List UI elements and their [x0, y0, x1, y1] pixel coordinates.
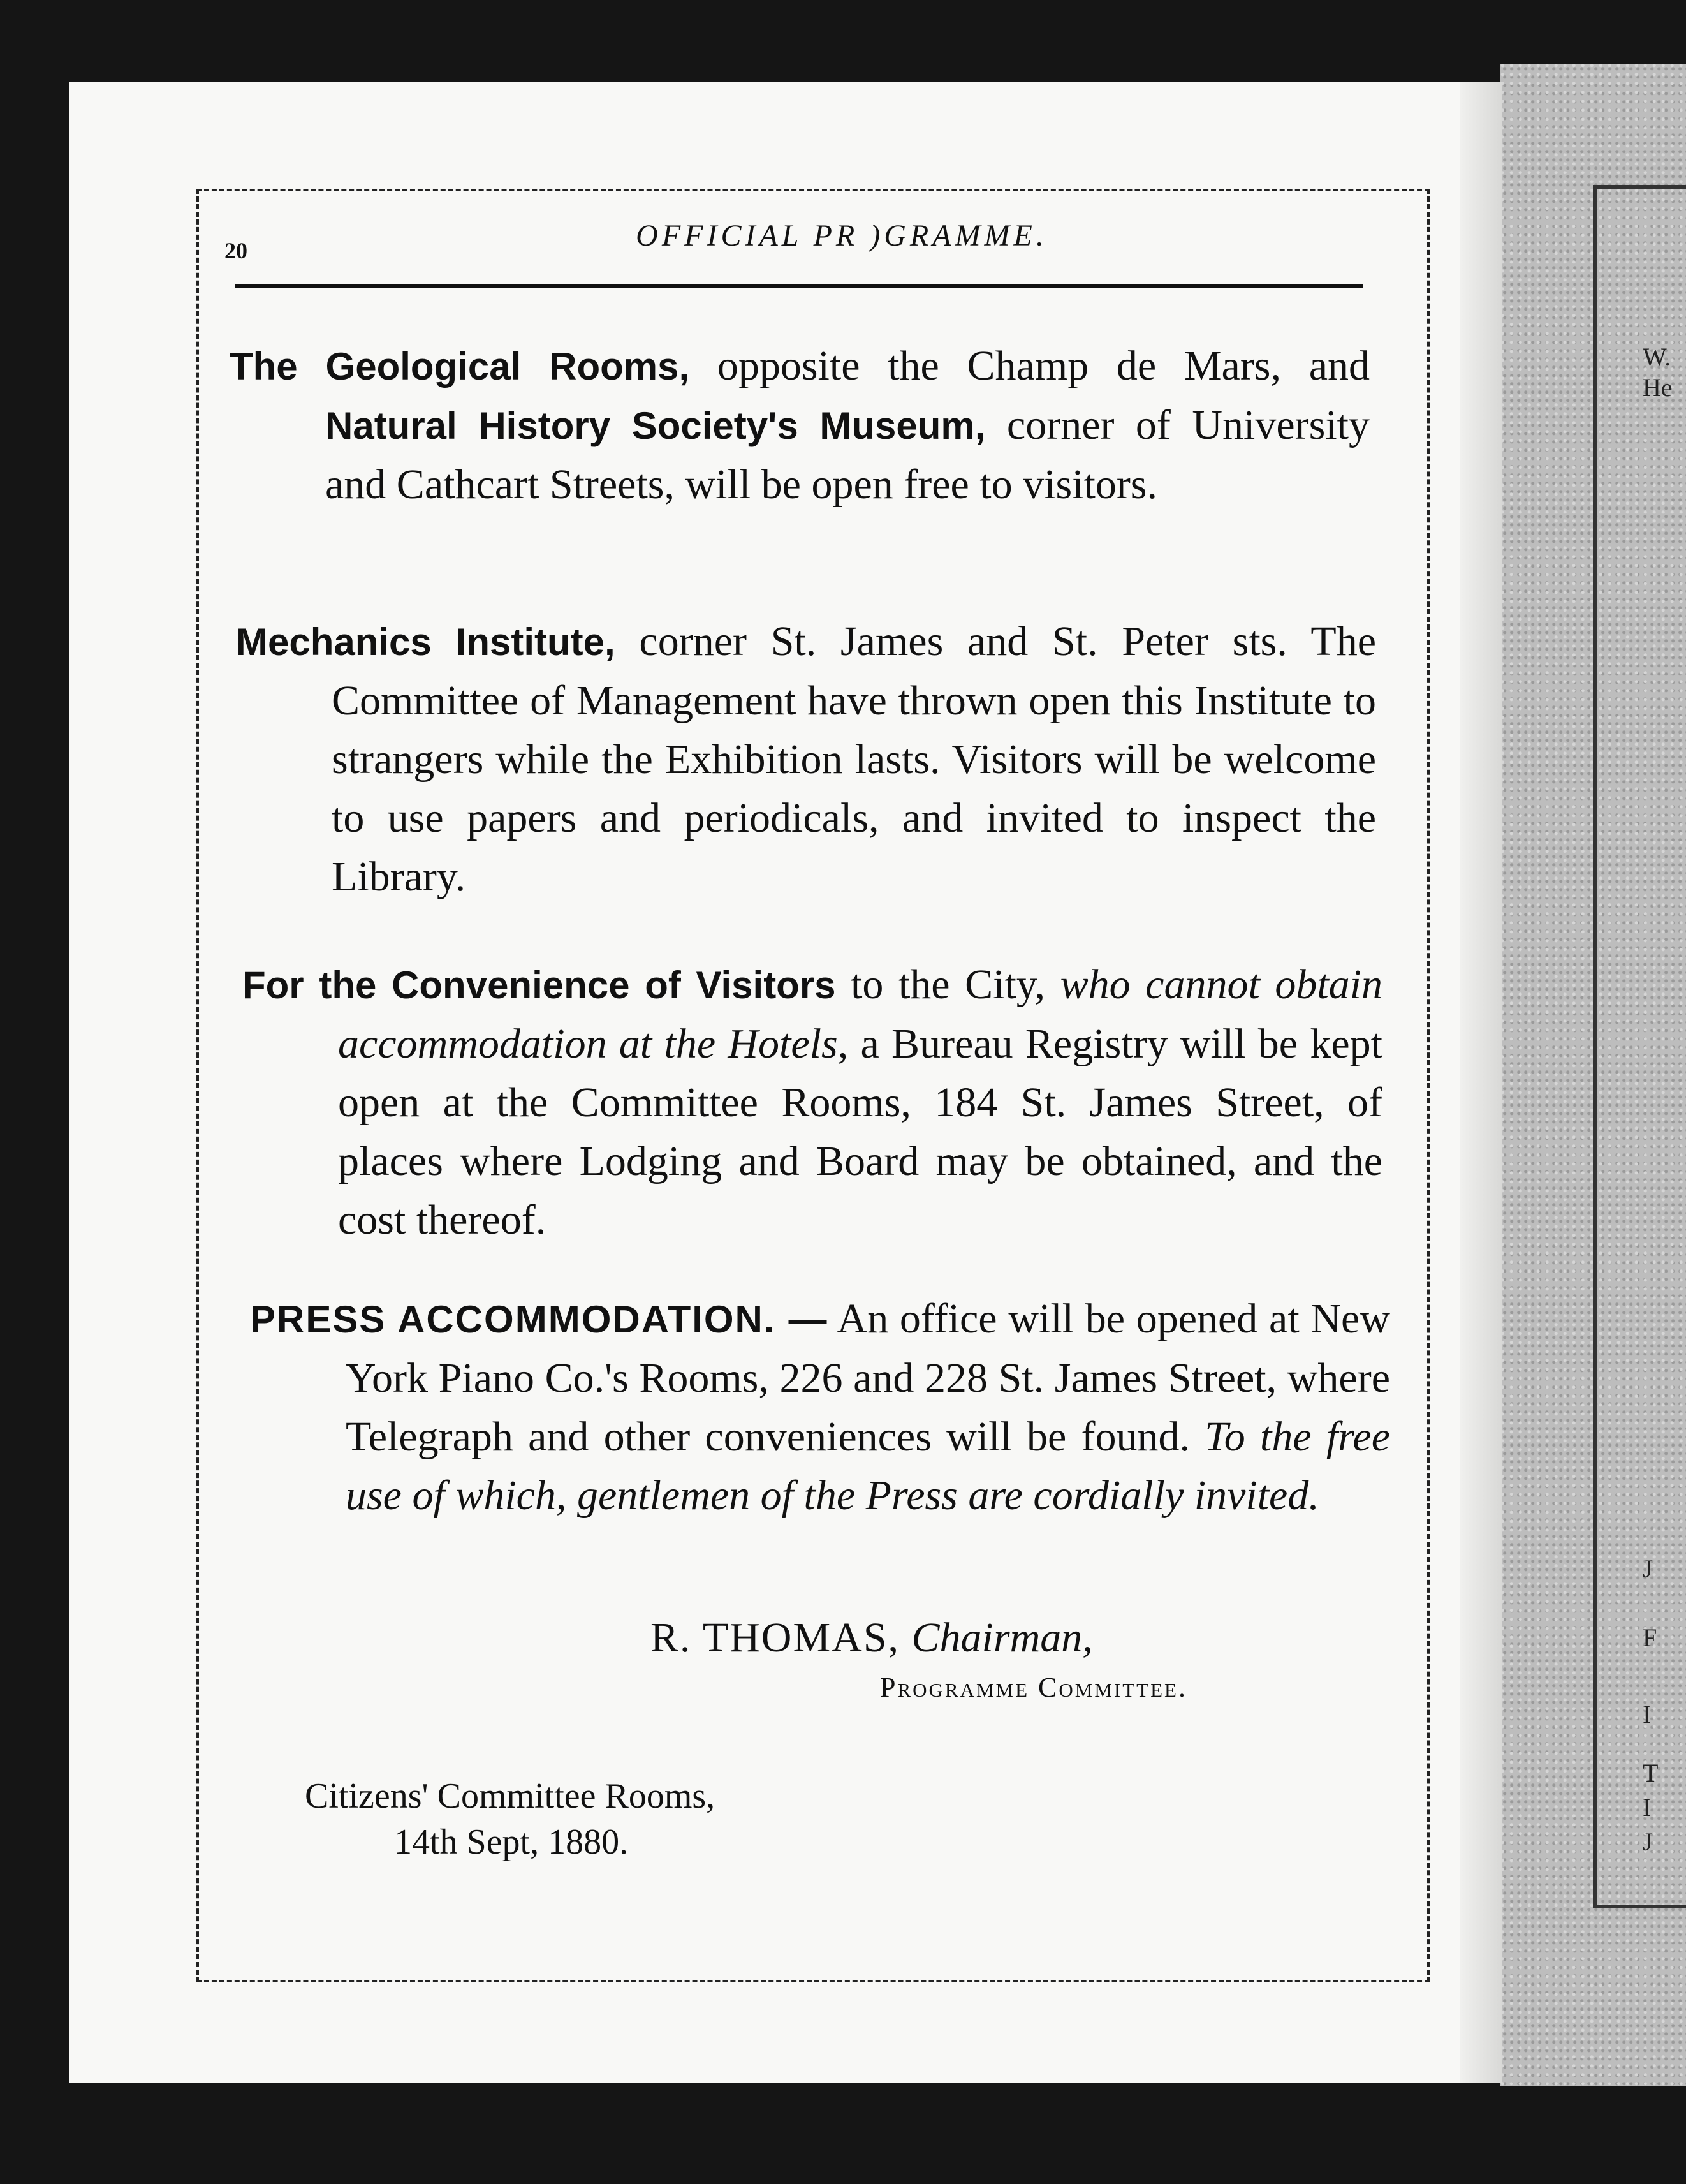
facing-fragment: J	[1643, 1827, 1653, 1856]
facing-fragment: He	[1643, 373, 1673, 402]
running-title: OFFICIAL PR )GRAMME.	[636, 219, 1048, 253]
entry-text: An office will be opened at New York Piano Co.'s Rooms, 226 and 228 St. James Street, where Telegraph and other conveniences will be found.	[346, 1295, 1390, 1460]
entry-text: opposite the Champ de Mars, and	[689, 343, 1370, 389]
entry-text: corner St. James and St. Peter sts. The Committee of Management have thrown open this Institute to strangers while the Exhibition lasts. Visitors will be welcome to use papers and periodicals, and invited to inspect the Library.	[332, 618, 1377, 900]
signatory-role: Chairman,	[911, 1614, 1093, 1661]
entry-heading: For the Convenience of Visitors	[242, 964, 836, 1007]
entry-mechanics-institute	[236, 612, 1376, 906]
page-edge-shadow	[1460, 82, 1502, 2083]
page-number: 20	[224, 238, 247, 263]
facing-page-frame	[1593, 185, 1686, 1908]
entry-press-accommodation	[250, 1290, 1390, 1525]
facing-fragment: T	[1643, 1759, 1659, 1787]
committee-name: Programme Committee.	[880, 1672, 1187, 1703]
entry-text: corner of University and Cathcart Streets, will be open free to visitors.	[325, 402, 1370, 508]
facing-fragment: W.	[1643, 343, 1671, 371]
date-line: 14th Sept, 1880.	[394, 1822, 629, 1862]
signatory-name: R. THOMAS,	[650, 1614, 900, 1661]
signature-line	[650, 1614, 1093, 1662]
entry-heading: Mechanics Institute,	[236, 621, 615, 663]
facing-fragment: F	[1643, 1623, 1657, 1652]
facing-fragment: I	[1643, 1700, 1652, 1729]
entry-heading: The Geological Rooms,	[230, 345, 690, 388]
entry-convenience-of-visitors	[242, 956, 1382, 1250]
entry-geological-rooms	[230, 337, 1370, 514]
entry-italic-text: To the free use of which, gentlemen of the Press are cordially invited.	[346, 1413, 1390, 1519]
entry-text: , a Bureau Registry will be kept open at the Committee Rooms, 184 St. James Street, of places where Lodging and Board may be obtained, and the cost thereof.	[338, 1021, 1382, 1243]
place-line: Citizens' Committee Rooms,	[305, 1776, 715, 1816]
entry-italic-text: who cannot obtain accommodation at the Hotels	[338, 961, 1382, 1067]
entry-heading: PRESS ACCOMMODATION. —	[250, 1298, 828, 1341]
facing-fragment: I	[1643, 1793, 1652, 1822]
place-and-date	[305, 1773, 715, 1865]
header-rule	[235, 284, 1363, 288]
facing-fragment: J	[1643, 1554, 1653, 1583]
entry-text: to the City,	[835, 961, 1060, 1008]
entry-heading: Natural History Society's Museum,	[325, 404, 986, 447]
